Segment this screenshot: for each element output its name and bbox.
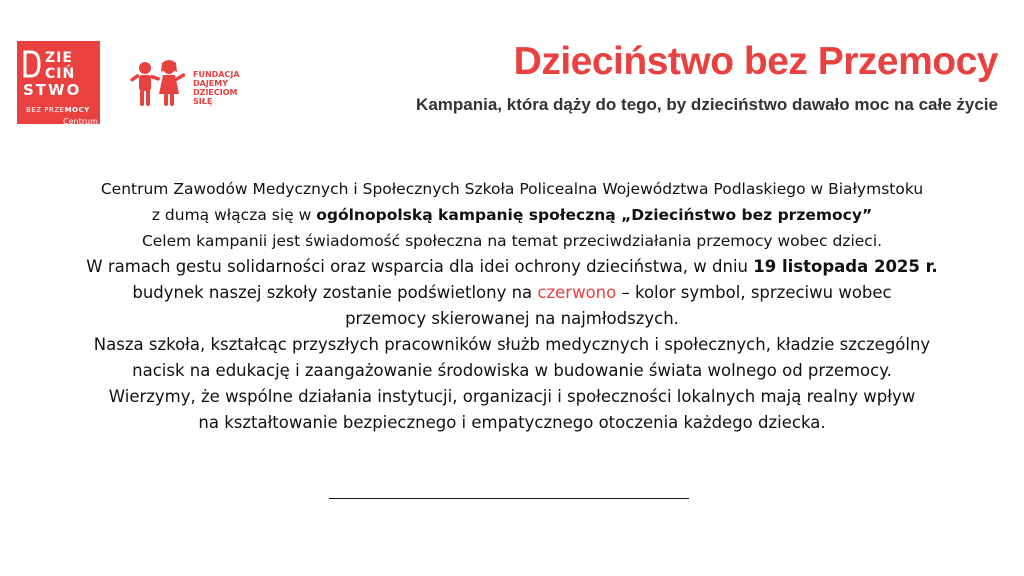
paragraph-line-3: Celem kampanii jest świadomość społeczna na temat przeciwdziałania przemocy wobec dzieci. — [141, 232, 883, 250]
paragraph-line-5: budynek naszej szkoły zostanie podświetlony na czerwono – kolor symbol, sprzeciwu wobec — [132, 283, 892, 302]
paragraph-line-2: z dumą włącza się w ogólnopolską kampanię społeczną „Dzieciństwo bez przemocy” — [151, 206, 873, 224]
page-title: Dzieciństwo bez Przemocy — [513, 40, 998, 83]
paragraph-line-4: W ramach gestu solidarności oraz wsparcia dla idei ochrony dzieciństwa, w dniu 19 listopada 2025 r. — [86, 257, 938, 276]
page-subtitle: Kampania, która dąży do tego, by dzieciństwo dawało moc na całe życie — [416, 95, 998, 114]
paragraph-line-8: nacisk na edukację i zaangażowanie środowiska w budowanie świata wolnego od przemocy. — [132, 361, 892, 380]
paragraph-line-10: na kształtowanie bezpiecznego i empatycznego otoczenia każdego dziecka. — [198, 413, 826, 432]
divider-line — [329, 498, 689, 499]
logo-line-2: CIŃ — [45, 66, 76, 82]
logo-line-1: ZIE — [45, 50, 73, 66]
paragraph-line-6: przemocy skierowanej na najmłodszych. — [345, 309, 679, 328]
paragraph-line-9: Wierzymy, że wspólne działania instytucji, organizacji i społeczności lokalnych mają realny wpływ — [108, 387, 916, 406]
paragraph-line-7: Nasza szkoła, kształcąc przyszłych pracowników służb medycznych i społecznych, kładzie szczególny — [93, 335, 931, 354]
campaign-logo — [17, 41, 111, 126]
logo-cut-text: Centrum Za — [63, 117, 111, 126]
children-icon — [127, 58, 191, 110]
red-color-word: czerwono — [537, 283, 617, 302]
paragraph-line-1: Centrum Zawodów Medycznych i Społecznych Szkoła Policealna Województwa Podlaskiego w Białymstoku — [100, 180, 924, 198]
campaign-logo-icon — [22, 49, 42, 79]
logo-subtext: BEZ PRZEMOCY — [26, 106, 90, 114]
logo-line-3: STWO — [23, 81, 82, 99]
announcement-text — [0, 176, 1024, 436]
foundation-name: FUNDACJA DAJEMY DZIECIOM SIŁĘ — [193, 70, 240, 106]
